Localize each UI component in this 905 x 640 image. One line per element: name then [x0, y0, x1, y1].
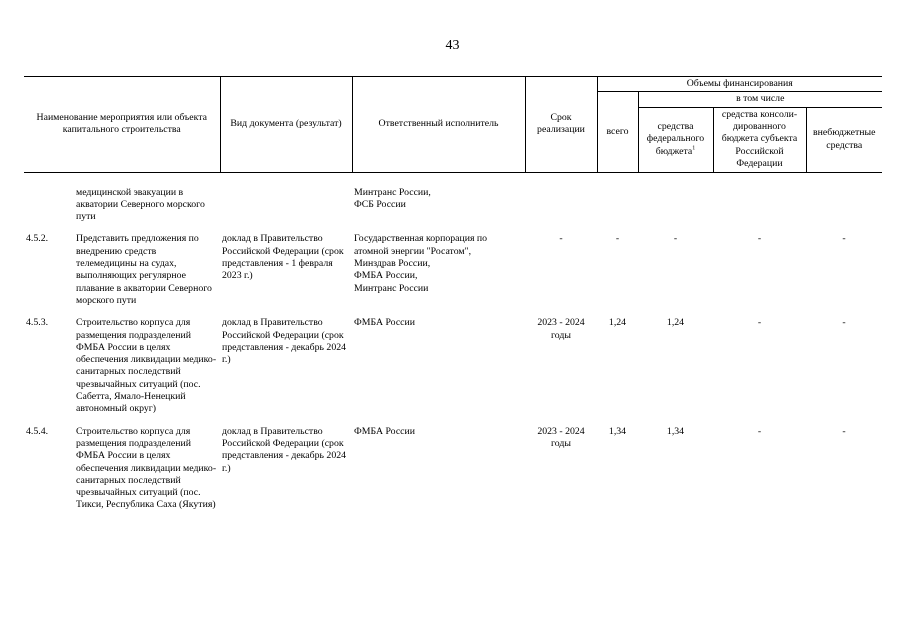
row-doc	[220, 187, 352, 234]
header-executor: Ответственный исполнитель	[352, 77, 525, 173]
header-including: в том числе	[638, 92, 882, 107]
table-row	[24, 317, 882, 425]
header-extra: внебюджетные средства	[806, 107, 882, 172]
row-period	[525, 187, 597, 234]
table-row	[24, 426, 882, 522]
row-doc: доклад в Правительство Российской Федерации (срок представления - 1 февраля 2023 г.)	[222, 233, 344, 282]
row-executor: Минтранс России, ФСБ России	[354, 186, 431, 210]
header-name: Наименование мероприятия или объекта капитального строительства	[24, 77, 220, 173]
row-doc: доклад в Правительство Российской Федерации (срок представления - декабрь 2024 г.)	[222, 425, 347, 474]
row-name: медицинской эвакуации в акватории Северного морского пути	[76, 186, 205, 223]
row-total: 1,24	[608, 317, 627, 329]
row-consolidated: -	[757, 233, 762, 245]
row-name: Представить предложения по внедрению средств телемедицины на судах, выполняющих регулярное плавание в акватории Северного морского пути	[76, 233, 212, 306]
table-row	[24, 187, 882, 234]
row-period: 2023 - 2024 годы	[537, 425, 585, 449]
row-extra	[806, 187, 882, 234]
header-total: всего	[597, 92, 638, 172]
row-extra: -	[842, 425, 846, 437]
header-federal	[638, 107, 713, 172]
row-number: 4.5.2.	[26, 233, 49, 245]
row-federal	[638, 187, 713, 234]
row-executor: ФМБА России	[354, 425, 416, 437]
header-doc-type: Вид документа (результат)	[220, 77, 352, 173]
row-number	[24, 187, 74, 234]
row-total: -	[615, 233, 620, 245]
row-doc: доклад в Правительство Российской Федерации (срок представления - декабрь 2024 г.)	[222, 317, 347, 366]
table-row	[24, 233, 882, 317]
header-financing: Объемы финансирования	[597, 77, 882, 92]
row-period: 2023 - 2024 годы	[537, 317, 585, 341]
row-federal: -	[673, 233, 678, 245]
row-number: 4.5.4.	[26, 425, 49, 437]
row-federal: 1,34	[666, 425, 685, 437]
financing-table	[24, 76, 882, 522]
footnote-mark: 1	[692, 145, 696, 152]
row-extra: -	[842, 233, 846, 245]
row-number: 4.5.3.	[26, 317, 49, 329]
row-period: -	[559, 233, 563, 245]
row-consolidated: -	[757, 425, 762, 437]
row-federal: 1,24	[666, 317, 685, 329]
row-consolidated: -	[757, 317, 762, 329]
row-executor: Государственная корпорация по атомной энергии "Росатом", Минздрав России, ФМБА России, Минтранс России	[354, 233, 488, 294]
row-name: Строительство корпуса для размещения подразделений ФМБА России в целях обеспечения ликвидации медико-санитарных последствий чрезвычайных ситуаций (пос. Тикси, Республика Саха (Якутия)	[76, 425, 217, 511]
row-extra: -	[842, 317, 846, 329]
row-total	[597, 187, 638, 234]
row-consolidated	[713, 187, 806, 234]
row-executor: ФМБА России	[354, 317, 416, 329]
header-period: Срок реализации	[525, 77, 597, 173]
page-number: 43	[445, 38, 460, 53]
row-total: 1,34	[608, 425, 627, 437]
row-name: Строительство корпуса для размещения подразделений ФМБА России в целях обеспечения ликвидации медико-санитарных последствий чрезвычайных ситуаций (пос. Сабетта, Ямало-Ненецкий автономный округ)	[76, 317, 217, 415]
header-federal-text: средства федерального бюджета	[646, 121, 705, 157]
header-consolidated: средства консоли-дированного бюджета субъекта Российской Федерации	[713, 107, 806, 172]
